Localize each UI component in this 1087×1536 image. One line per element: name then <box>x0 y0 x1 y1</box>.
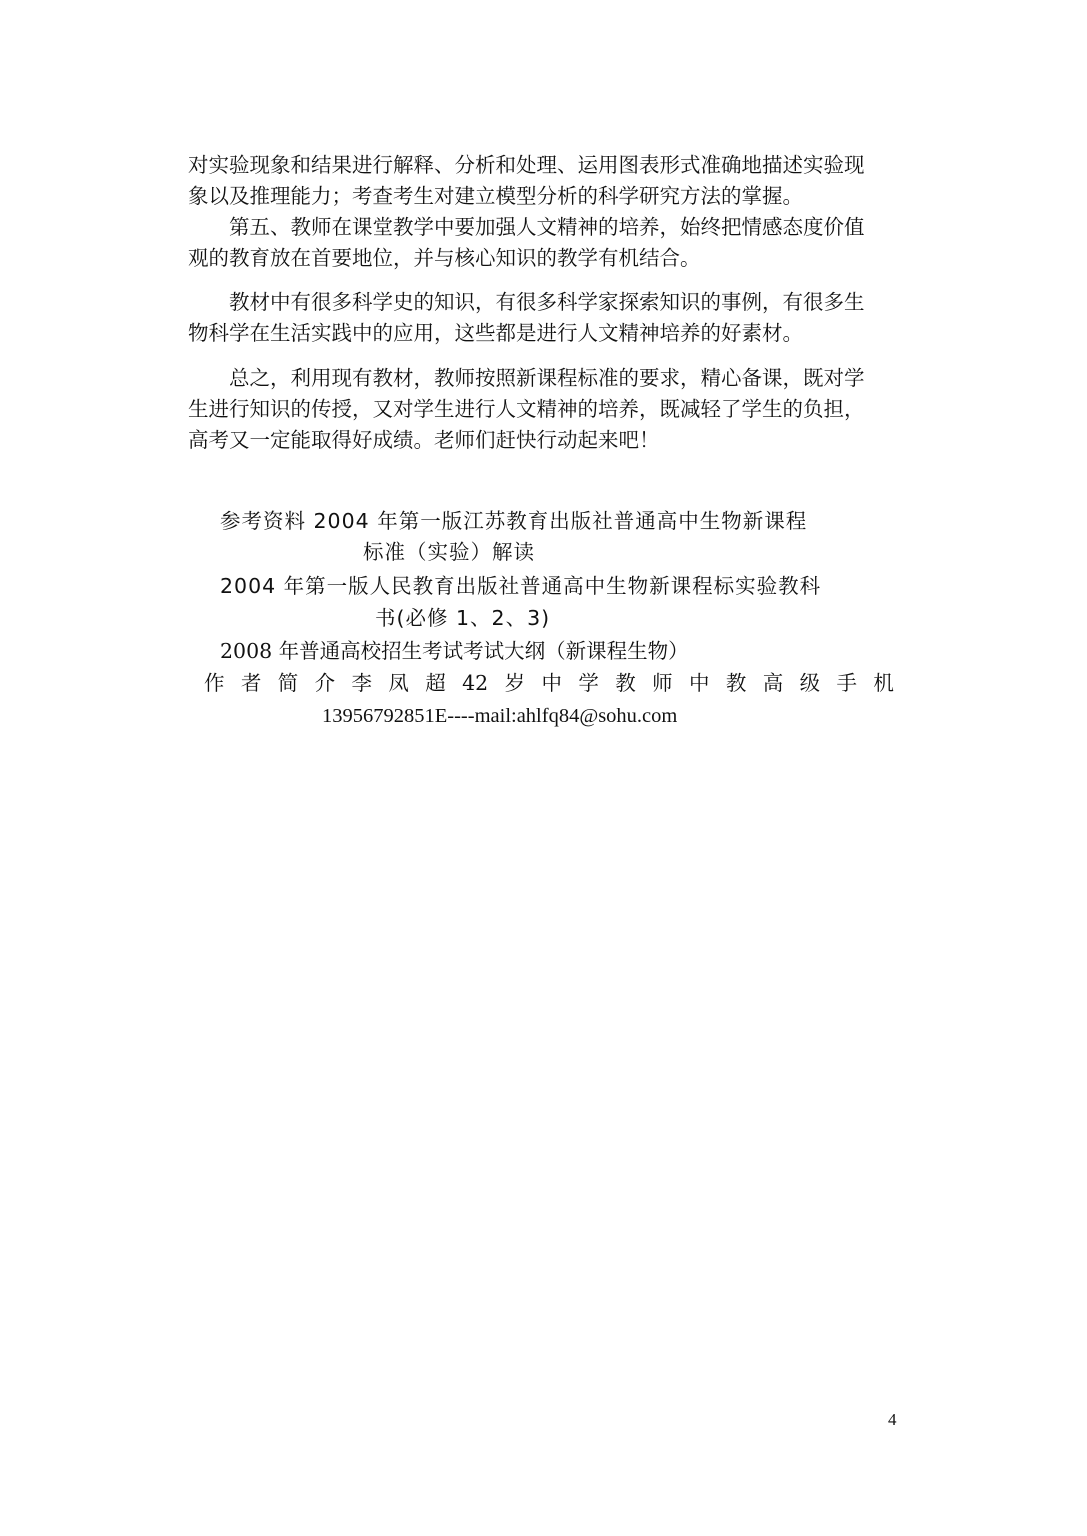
reference-1-line-1: 参考资料 2004 年第一版江苏教育出版社普通高中生物新课程 <box>220 509 808 533</box>
author-contact: 13956792851E----mail:ahlfq84@sohu.com <box>322 705 678 727</box>
paragraph-fifth-point: 第五、教师在课堂教学中要加强人文精神的培养，始终把情感态度价值 观的教育放在首要地位，并与核心知识的教学有机结合。 <box>188 215 865 270</box>
page-number: 4 <box>888 1410 897 1429</box>
author-char: 教 <box>725 671 747 695</box>
author-char: 教 <box>615 671 636 695</box>
paragraph-textbook-materials: 教材中有很多科学史的知识，有很多科学家探索知识的事例，有很多生 物科学在生活实践中的应用，这些都是进行人文精神培养的好素材。 <box>188 290 865 345</box>
author-char: 机 <box>873 671 894 695</box>
author-char: 师 <box>652 671 673 695</box>
reference-2-line-2: 书(必修 1、2、3) <box>375 606 551 630</box>
author-age: 42 <box>462 671 489 695</box>
author-char: 超 <box>425 671 446 695</box>
author-intro-line <box>204 668 894 698</box>
paragraph-conclusion: 总之，利用现有教材，教师按照新课程标准的要求，精心备课，既对学 生进行知识的传授，又对学生进行人文精神的培养，既减轻了学生的负担， 高考又一定能取得好成绩。老师们赶快行动起来吧！ <box>188 366 865 452</box>
author-char: 李 <box>351 671 372 695</box>
author-char: 级 <box>799 671 821 695</box>
reference-3: 2008 年普通高校招生考试考试大纲（新课程生物） <box>220 639 689 663</box>
author-char: 介 <box>314 671 336 695</box>
reference-2-line-1: 2004 年第一版人民教育出版社普通高中生物新课程标实验教科 <box>220 574 822 598</box>
author-char: 手 <box>836 671 857 695</box>
author-char: 高 <box>762 671 784 695</box>
author-char: 中 <box>541 671 562 695</box>
author-char: 凤 <box>388 671 409 695</box>
paragraph-experiment-analysis: 对实验现象和结果进行解释、分析和处理、运用图表形式准确地描述实验现 象以及推理能力；考查考生对建立模型分析的科学研究方法的掌握。 <box>188 153 865 208</box>
author-char: 学 <box>578 671 599 695</box>
reference-1-line-2: 标准（实验）解读 <box>363 540 535 564</box>
author-char: 岁 <box>504 671 526 695</box>
author-char: 者 <box>240 671 262 695</box>
author-char: 作 <box>204 671 225 695</box>
author-char: 中 <box>688 671 710 695</box>
author-char: 简 <box>277 671 299 695</box>
